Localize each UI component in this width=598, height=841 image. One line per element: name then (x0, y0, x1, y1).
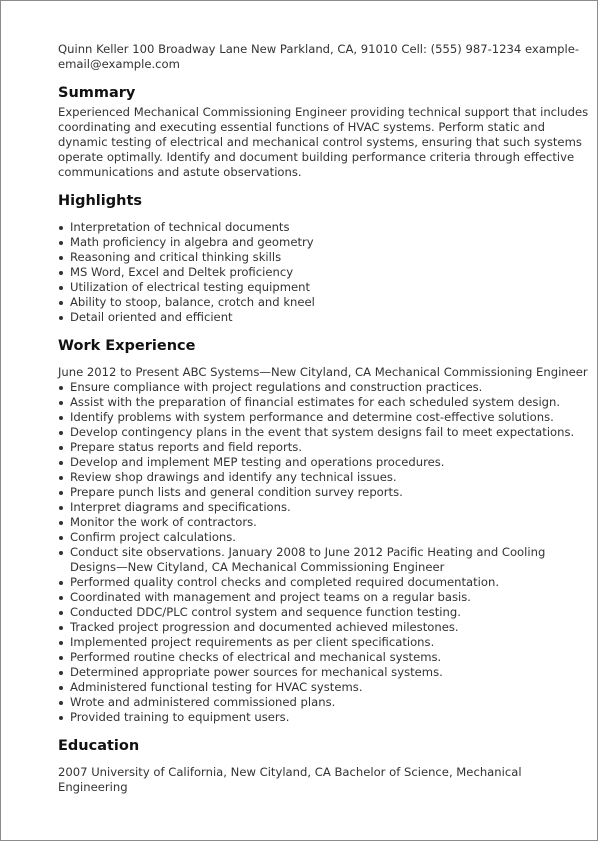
summary-text: Experienced Mechanical Commissioning Engineer providing technical support that includes coordinating and executing essential functions of HVAC systems. Perform static and dynamic testing of electrical and mechanical control systems, ensuring that such systems operate optimally. Identify and document building performance criteria through effective communications and astute observations. (58, 105, 589, 179)
education-entry: 2007 University of California, New Cityland, CA Bachelor of Science, Mechanical Engineering (58, 765, 522, 794)
resume-content (58, 42, 592, 795)
job-duties-list (58, 380, 592, 725)
list-item: Assist with the preparation of financial estimates for each scheduled system design. (58, 395, 592, 410)
list-item: Develop contingency plans in the event that system designs fail to meet expectations. (58, 425, 592, 440)
work-experience-heading: Work Experience (58, 338, 196, 354)
list-item: Prepare status reports and field reports. (58, 440, 592, 455)
list-item: Ability to stoop, balance, crotch and kneel (58, 295, 592, 310)
list-item: Prepare punch lists and general condition survey reports. (58, 485, 592, 500)
list-item: Conduct site observations. January 2008 to June 2012 Pacific Heating and Cooling Designs—New Cityland, CA Mechanical Commissioning Engineer (58, 545, 592, 575)
list-item: MS Word, Excel and Deltek proficiency (58, 265, 592, 280)
list-item: Wrote and administered commissioned plans. (58, 695, 592, 710)
list-item: Monitor the work of contractors. (58, 515, 592, 530)
list-item: Performed quality control checks and completed required documentation. (58, 575, 592, 590)
education-section (58, 737, 592, 795)
list-item: Interpretation of technical documents (58, 220, 592, 235)
list-item: Develop and implement MEP testing and operations procedures. (58, 455, 592, 470)
work-experience-section (58, 337, 592, 725)
list-item: Detail oriented and efficient (58, 310, 592, 325)
list-item: Determined appropriate power sources for mechanical systems. (58, 665, 592, 680)
list-item: Coordinated with management and project teams on a regular basis. (58, 590, 592, 605)
list-item: Confirm project calculations. (58, 530, 592, 545)
contact-info: Quinn Keller 100 Broadway Lane New Parkland, CA, 91010 Cell: (555) 987-1234 example-email@example.com (58, 42, 580, 71)
job-header: June 2012 to Present ABC Systems—New Cityland, CA Mechanical Commissioning Engineer (58, 365, 588, 379)
summary-section (58, 84, 592, 180)
list-item: Ensure compliance with project regulations and construction practices. (58, 380, 592, 395)
list-item: Implemented project requirements as per client specifications. (58, 635, 592, 650)
list-item: Interpret diagrams and specifications. (58, 500, 592, 515)
highlights-heading: Highlights (58, 193, 143, 209)
list-item: Identify problems with system performance and determine cost-effective solutions. (58, 410, 592, 425)
list-item: Math proficiency in algebra and geometry (58, 235, 592, 250)
summary-heading: Summary (58, 85, 136, 101)
list-item: Review shop drawings and identify any technical issues. (58, 470, 592, 485)
list-item: Performed routine checks of electrical and mechanical systems. (58, 650, 592, 665)
list-item: Provided training to equipment users. (58, 710, 592, 725)
education-heading: Education (58, 738, 140, 754)
list-item: Administered functional testing for HVAC systems. (58, 680, 592, 695)
list-item: Conducted DDC/PLC control system and sequence function testing. (58, 605, 592, 620)
highlights-section (58, 192, 592, 325)
list-item: Tracked project progression and documented achieved milestones. (58, 620, 592, 635)
list-item: Utilization of electrical testing equipment (58, 280, 592, 295)
list-item: Reasoning and critical thinking skills (58, 250, 592, 265)
highlights-list (58, 220, 592, 325)
